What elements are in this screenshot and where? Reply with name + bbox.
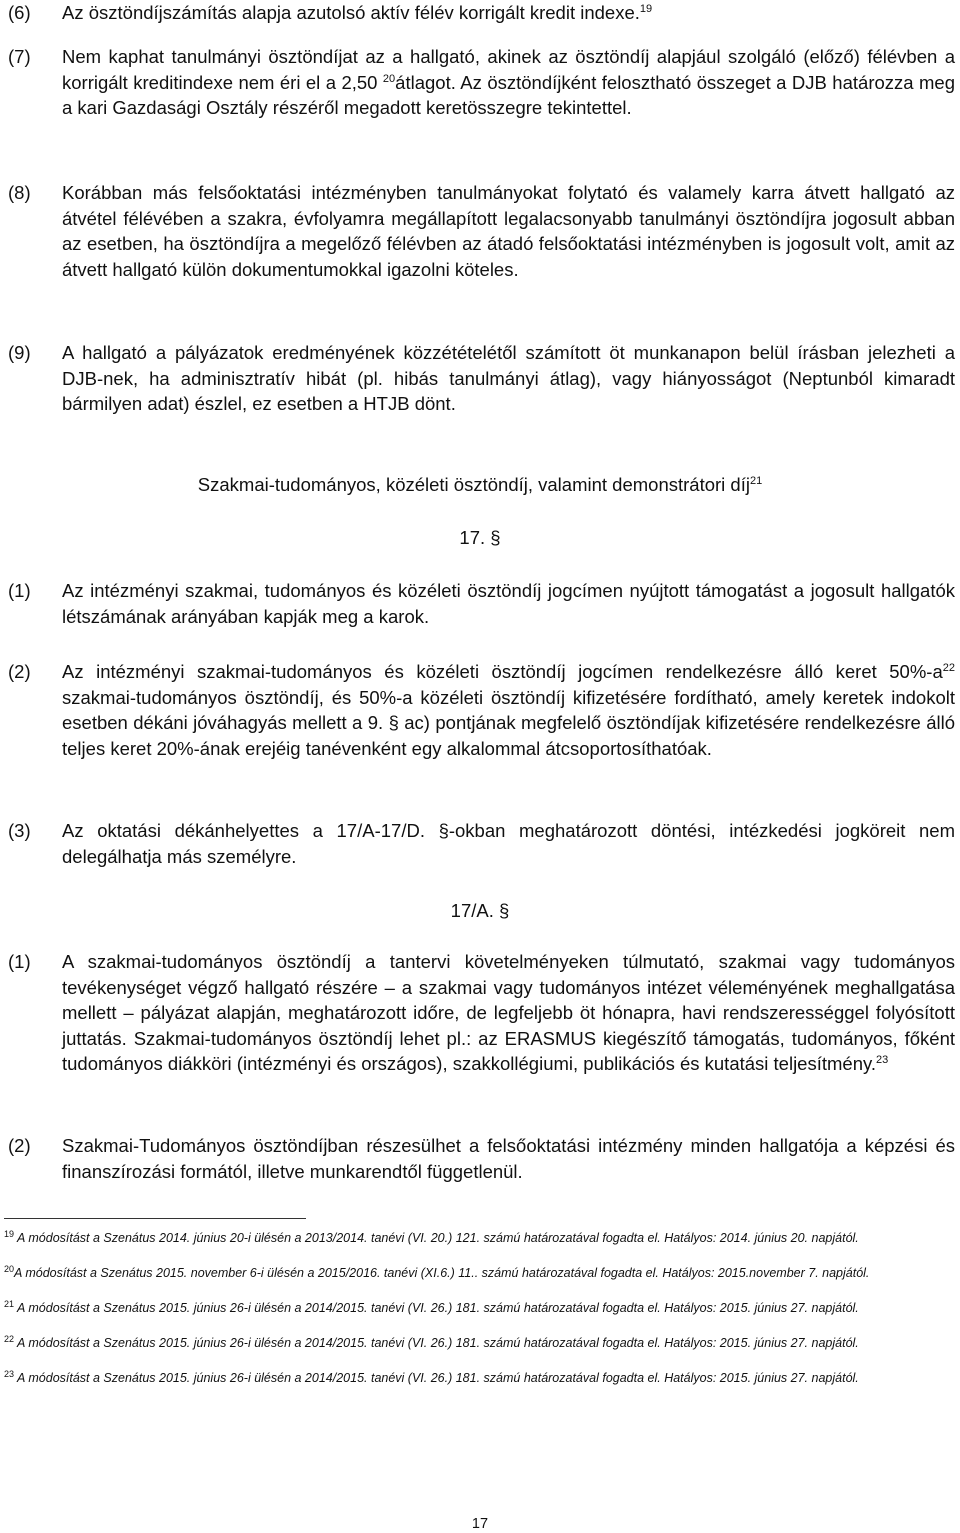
paragraph-text: Az intézményi szakmai-tudományos és közéleti ösztöndíj jogcímen rendelkezésre álló keret $50\%-a^{22}$ szakmai-tudományos ösztöndíj, és 50%-a közéleti ösztöndíj kifizetésére fordítható, amely keretek indokolt esetben dékáni jóváhagyás mellett a 9. § ac) pontjának megfelelő ösztöndíjak kifizetésére rendelkezésre álló teljes keret 20%-ának erejéig tanévenként egy alkalommal átcsoportosíthatóak. (62, 661, 955, 759)
footnote-ref[interactable]: 22 (942, 662, 955, 674)
page-number: 17 (471, 1516, 489, 1532)
paragraph-text: Az oktatási dékánhelyettes a 17/A-17/D. §-okban meghatározott döntési, intézkedési jogköreit nem delegálhatja más személyre. (62, 820, 955, 867)
paragraph-number: (2) (8, 661, 31, 682)
footnote-20: $^{20}$A módosítást a Szenátus 2015. november 6-i ülésén a 2015/2016. tanévi (XI.6.) 11.. számú határozatával fogadta el. Hatályos: 2015.november 7. napjától. (4, 1264, 870, 1280)
paragraph-number: (6) (8, 2, 31, 23)
footnote-19: $^{19}$ A módosítást a Szenátus 2014. június 20-i ülésén a 2013/2014. tanévi (VI. 20.) 121. számú határozatával fogadta el. Hatályos: 2014. június 20. napjától. (4, 1229, 859, 1245)
footnote-23: $^{23}$ A módosítást a Szenátus 2015. június 26-i ülésén a 2014/2015. tanévi (VI. 26.) 181. számú határozatával fogadta el. Hatályos: 2015. június 27. napjától. (4, 1369, 859, 1385)
paragraph-text: Az ösztöndíjszámítás alapja azutolsó aktív félév korrigált kredit indexe.$^{19}$ (62, 2, 653, 23)
paragraph-number: (7) (8, 46, 31, 67)
footnote-ref[interactable]: 19 (639, 3, 653, 15)
footnote-separator (4, 1218, 306, 1219)
section-17-title: 17. § (459, 527, 501, 548)
paragraph-number: (9) (8, 342, 31, 363)
section-heading: Szakmai-tudományos, közéleti ösztöndíj, valamint demonstrátori díj$^{21}$ (197, 474, 763, 495)
paragraph-number: (8) (8, 182, 31, 203)
paragraph-number: (1) (8, 951, 31, 972)
paragraph-number: (3) (8, 820, 31, 841)
paragraph-text: Az intézményi szakmai, tudományos és közéleti ösztöndíj jogcímen nyújtott támogatást a jogosult hallgatók létszámának arányában kapják meg a karok. (62, 580, 955, 627)
paragraph-number: (2) (8, 1135, 31, 1156)
paragraph-text: A szakmai-tudományos ösztöndíj a tantervi követelményeken túlmutató, szakmai vagy tudományos tevékenységet végző hallgató részére – a szakmai vagy tudományos intézet véleményének meghallgatása mellett – pályázat alapján, meghatározott időre, de legfeljebb öt hónapra, havi rendszerességgel folyósított juttatás. Szakmai-tudományos ösztöndíj lehet pl.: az ERASMUS kiegészítő támogatás, tudományos, főként tudományos diákköri (intézményi és országos), szakkollégiumi, publikációs és kutatási teljesítmény.$^{23}$ (62, 951, 955, 1074)
footnote-ref[interactable]: 20 (382, 72, 396, 85)
footnote-22: $^{22}$ A módosítást a Szenátus 2015. június 26-i ülésén a 2014/2015. tanévi (VI. 26.) 181. számú határozatával fogadta el. Hatályos: 2015. június 27. napjától. (4, 1334, 859, 1350)
paragraph-text: Nem kaphat tanulmányi ösztöndíjat az a hallgató, akinek az ösztöndíj alapjául szolgáló (előző) félévben a korrigált kreditindexe nem éri el a 2,50 $^{20}$átlagot. Az ösztöndíjként felosztható összeget a DJB határozza meg a kari Gazdasági Osztály részéről megadott keretösszegre tekintettel. (62, 46, 955, 118)
footnote-21: $^{21}$ A módosítást a Szenátus 2015. június 26-i ülésén a 2014/2015. tanévi (VI. 26.) 181. számú határozatával fogadta el. Hatályos: 2015. június 27. napjától. (4, 1299, 859, 1315)
paragraph-text: Korábban más felsőoktatási intézményben tanulmányokat folytató és valamely karra átvett hallgató az átvétel félévében a szakra, évfolyamra megállapított legalacsonyabb tanulmányi ösztöndíjra jogosult abban az esetben, ha ösztöndíjra a megelőző félévben az átadó felsőoktatási intézményben is jogosult volt, amit az átvett hallgató külön dokumentumokkal igazolni köteles. (62, 182, 955, 280)
paragraph-text: Szakmai-Tudományos ösztöndíjban részesülhet a felsőoktatási intézmény minden hallgatója a képzési és finanszírozási formától, illetve munkarendtől függetlenül. (62, 1135, 955, 1182)
paragraph-number: (1) (8, 580, 31, 601)
footnote-ref[interactable]: 21 (749, 475, 763, 487)
section-17a-title: 17/A. § (450, 900, 510, 921)
footnote-ref[interactable]: 23 (876, 1054, 889, 1066)
paragraph-text: A hallgató a pályázatok eredményének közzétételétől számított öt munkanapon belül írásban jelezheti a DJB-nek, ha adminisztratív hibát (pl. hibás tanulmányi átlag), vagy hiányosságot (Neptunból kimaradt bármilyen adat) észlel, ez esetben a HTJB dönt. (62, 342, 955, 414)
